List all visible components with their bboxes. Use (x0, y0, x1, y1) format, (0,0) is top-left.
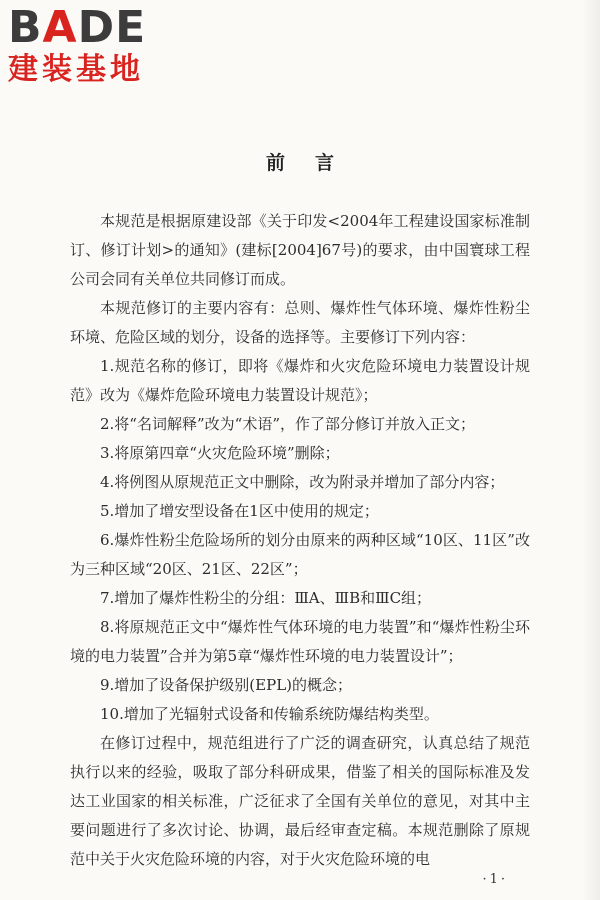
list-item-2: 2.将“名词解释”改为“术语”，作了部分修订并放入正文； (100, 415, 475, 433)
list-item-4: 4.将例图从原规范正文中删除，改为附录并增加了部分内容； (100, 473, 505, 491)
logo-letter-b: B (8, 2, 43, 53)
paragraph-closing: 在修订过程中，规范组进行了广泛的调查研究，认真总结了规范执行以来的经验，吸取了部分科研成果，借鉴了相关的国际标准及发达工业国家的相关标准，广泛征求了全国有关单位的意见，对其中主要问题进行了多次讨论、协调，最后经审查定稿。本规范删除了原规范中关于火灾危险环境的内容，对于火灾危险环境的电 (70, 734, 530, 868)
page-edge-shadow (582, 0, 600, 900)
list-item-5: 5.增加了增安型设备在1区中使用的规定； (100, 502, 379, 520)
page-title: 前言 (265, 152, 364, 174)
logo-wordmark (8, 4, 178, 52)
paragraph-summary: 本规范修订的主要内容有：总则、爆炸性气体环境、爆炸性粉尘环境、危险区域的划分，设备的选择等。主要修订下列内容： (70, 299, 530, 346)
logo-letter-a: A (42, 2, 78, 53)
list-item-9: 9.增加了设备保护级别(EPL)的概念； (100, 676, 353, 694)
list-item-6: 6.爆炸性粉尘危险场所的划分由原来的两种区域“10区、11区”改为三种区域“20区、21区、22区”； (70, 531, 530, 578)
page-number: ·1· (482, 872, 508, 887)
logo-letters-de: DE (77, 2, 147, 53)
list-item-10: 10.增加了光辐射式设备和传输系统防爆结构类型。 (100, 705, 439, 723)
list-item-3: 3.将原第四章“火灾危险环境”删除； (100, 444, 340, 462)
list-item-1: 1.规范名称的修订，即将《爆炸和火灾危险环境电力装置设计规范》改为《爆炸危险环境电力装置设计规范》； (70, 357, 530, 404)
bade-logo (8, 4, 178, 88)
list-item-8: 8.将原规范正文中“爆炸性气体环境的电力装置”和“爆炸性粉尘环境的电力装置”合并为第5章“爆炸性环境的电力装置设计”； (70, 618, 530, 665)
logo-chinese-text: 建装基地 (8, 52, 144, 87)
paragraph-intro: 本规范是根据原建设部《关于印发<2004年工程建设国家标准制订、修订计划>的通知》(建标[2004]67号)的要求，由中国寰球工程公司会同有关单位共同修订而成。 (70, 212, 530, 288)
preface-body (70, 207, 530, 874)
list-item-7: 7.增加了爆炸性粉尘的分组：ⅢA、ⅢB和ⅢC组； (100, 589, 432, 607)
